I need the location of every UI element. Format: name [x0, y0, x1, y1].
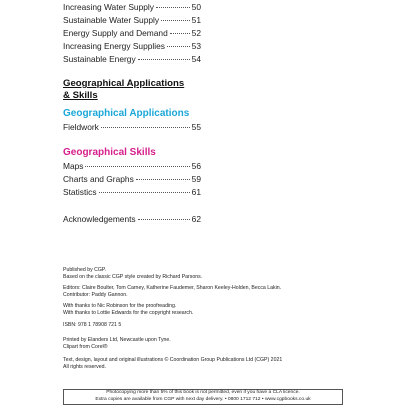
toc-entry-title: Fieldwork [63, 122, 99, 132]
toc-entry-page: 59 [191, 174, 201, 184]
leader-dots [85, 157, 189, 167]
toc-entry [63, 185, 201, 199]
toc-entry-title: Maps [63, 161, 84, 171]
leader-dots [101, 118, 190, 128]
credits-editors [63, 285, 281, 298]
credit-line: With thanks to Nic Robinson for the proofreading. [63, 303, 177, 309]
credits-isbn: ISBN: 978 1 78908 721 5 [63, 322, 122, 328]
photocopy-notice-box [63, 389, 343, 405]
credits-printed [63, 337, 171, 350]
credit-line: Printed by Elanders Ltd, Newcastle upon Tyne. [63, 337, 171, 343]
leader-dots [138, 210, 190, 220]
toc-entry-title: Increasing Energy Supplies [63, 41, 165, 51]
toc-entry-title: Increasing Water Supply [63, 2, 154, 12]
leader-dots [99, 183, 190, 193]
toc-entry-page: 50 [191, 2, 201, 12]
toc-entry [63, 52, 201, 66]
toc-entry-title: Sustainable Water Supply [63, 15, 160, 25]
toc-entry-page: 62 [191, 214, 201, 224]
credits-copyright [63, 357, 282, 370]
skills-heading: Geographical Skills [63, 147, 156, 158]
toc-entry-page: 53 [191, 41, 201, 51]
notice-line1: Photocopying more than 5% of this book is not permitted, even if you have a CLA licence. [106, 390, 300, 395]
toc-entry-page: 51 [191, 15, 201, 25]
credits-thanks [63, 303, 193, 316]
section-title [63, 78, 223, 102]
section-title-line2: & Skills [63, 90, 98, 101]
credits-published [63, 267, 202, 280]
toc-entry-page: 55 [191, 122, 201, 132]
applications-heading: Geographical Applications [63, 108, 190, 119]
credit-line: Clipart from Corel® [63, 343, 108, 350]
leader-dots [167, 37, 190, 47]
section-title-line1: Geographical Applications [63, 78, 185, 89]
credit-line: With thanks to Lottie Edwards for the copyright research. [63, 309, 194, 316]
credit-line: Editors: Claire Boulter, Tom Carney, Katherine Faudemer, Sharon Keeley-Holden, Becca Lakin. [63, 285, 282, 291]
toc-entry-title: Statistics [63, 187, 97, 197]
toc-entry-page: 52 [191, 28, 201, 38]
credit-line: Based on the classic CGP style created by Richard Parsons. [63, 273, 203, 280]
credit-line: Contributor: Paddy Gannon. [63, 291, 128, 298]
leader-dots [161, 11, 190, 21]
leader-dots [156, 0, 190, 8]
toc-entry-page: 56 [191, 161, 201, 171]
toc-entry-page: 61 [191, 187, 201, 197]
toc-entry-page: 54 [191, 54, 201, 64]
toc-entry [63, 212, 201, 226]
toc-entry-title: Energy Supply and Demand [63, 28, 168, 38]
leader-dots [136, 170, 190, 180]
credit-line: Text, design, layout and original illustrations © Coordination Group Publications Ltd (CGP) 2021 [63, 357, 283, 363]
toc-entry [63, 120, 201, 134]
toc-entry-title: Acknowledgements [63, 214, 136, 224]
credit-line: All rights reserved. [63, 363, 106, 370]
toc-entry-title: Sustainable Energy [63, 54, 136, 64]
toc-entry-title: Charts and Graphs [63, 174, 134, 184]
notice-line2: Extra copies are available from CGP with next day delivery. • 0800 1712 712 • www.cgpbooks.co.uk [95, 396, 311, 402]
leader-dots [138, 50, 190, 60]
leader-dots [170, 24, 190, 34]
credit-line: Published by CGP. [63, 267, 107, 273]
